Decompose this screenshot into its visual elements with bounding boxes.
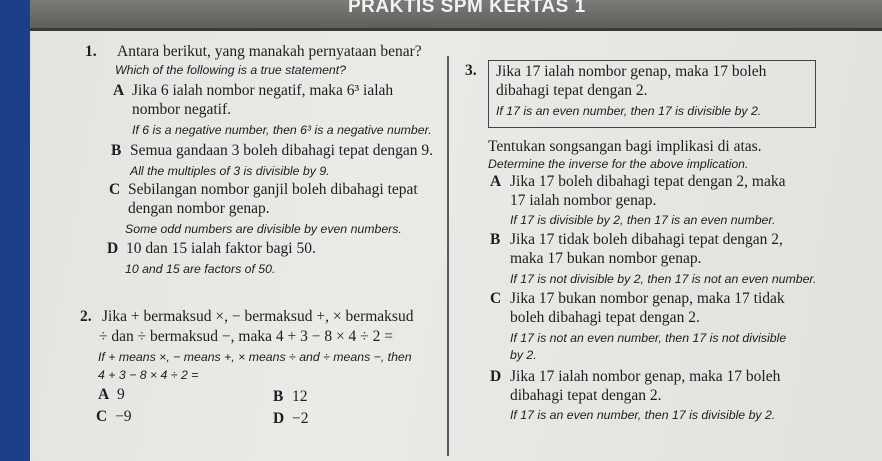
option-letter: C: [490, 290, 502, 307]
option-text: Jika 17 tidak boleh dibahagi tepat dengan 2,: [510, 231, 783, 248]
option-text: 12: [292, 388, 308, 405]
option-text-en: Some odd numbers are divisible by even numbers.: [125, 222, 402, 236]
option-text: Jika 17 bukan nombor genap, maka 17 tidak: [510, 290, 785, 307]
option-letter: B: [111, 142, 122, 159]
option-text: dibahagi tepat dengan 2.: [510, 387, 662, 404]
option-text-en: If 17 is not an even number, then 17 is not divisible: [510, 331, 787, 345]
question-number: 2.: [80, 308, 92, 325]
option-text: 17 ialah nombor genap.: [510, 192, 657, 209]
question-stem-en: Which of the following is a true statement?: [115, 63, 347, 77]
option-text: −9: [115, 408, 132, 425]
implication-text: Jika 17 ialah nombor genap, maka 17 boleh: [496, 63, 767, 80]
option-text-en: All the multiples of 3 is divisible by 9.: [130, 164, 330, 178]
option-letter: B: [490, 231, 501, 248]
header-band: [30, 0, 882, 31]
option-letter: D: [107, 240, 119, 257]
option-letter: C: [109, 181, 121, 198]
question-stem-en: Determine the inverse for the above implication.: [488, 157, 749, 171]
question-stem: Tentukan songsangan bagi implikasi di atas.: [488, 138, 762, 155]
option-text: Sebilangan nombor ganjil boleh dibahagi tepat: [128, 181, 418, 198]
option-text-en: If 6 is a negative number, then 6³ is a negative number.: [132, 123, 432, 137]
implication-text: dibahagi tepat dengan 2.: [496, 82, 648, 99]
option-letter: A: [98, 386, 110, 403]
question-number: 3.: [465, 62, 477, 79]
option-text-en: 10 and 15 are factors of 50.: [125, 262, 276, 276]
option-text: 9: [117, 386, 125, 403]
implication-text-en: If 17 is an even number, then 17 is divisible by 2.: [496, 104, 762, 118]
option-text: boleh dibahagi tepat dengan 2.: [510, 309, 700, 326]
question-stem-en: If + means ×, − means +, × means ÷ and ÷ means −, then: [98, 350, 412, 364]
question-number: 1.: [85, 43, 97, 60]
option-text: maka 17 bukan nombor genap.: [510, 250, 702, 267]
question-stem: Antara berikut, yang manakah pernyataan benar?: [117, 43, 422, 60]
column-divider: [447, 56, 449, 456]
option-text: 10 dan 15 ialah faktor bagi 50.: [126, 240, 316, 257]
question-stem: Jika + bermaksud ×, − bermaksud +, × bermaksud: [102, 308, 414, 325]
page-title: PRAKTIS SPM KERTAS 1: [348, 0, 586, 17]
option-letter: D: [490, 368, 502, 385]
option-text: Jika 17 ialah nombor genap, maka 17 boleh: [510, 368, 781, 385]
option-text: nombor negatif.: [132, 101, 232, 118]
option-text: dengan nombor genap.: [128, 200, 270, 217]
option-text: Jika 6 ialah nombor negatif, maka 6³ ialah: [132, 82, 394, 99]
option-text: Jika 17 boleh dibahagi tepat dengan 2, maka: [510, 173, 786, 190]
option-letter: B: [273, 388, 284, 405]
option-letter: C: [96, 408, 108, 425]
option-letter: A: [490, 173, 502, 190]
option-text-en: by 2.: [510, 348, 537, 362]
option-text: −2: [292, 410, 309, 427]
question-stem-en: 4 + 3 − 8 × 4 ÷ 2 =: [98, 368, 199, 382]
question-stem: ÷ dan ÷ bermaksud −, maka 4 + 3 − 8 × 4 ÷ 2 =: [99, 328, 393, 345]
option-letter: A: [113, 82, 125, 99]
option-text-en: If 17 is not divisible by 2, then 17 is not an even number.: [510, 272, 817, 286]
option-text: Semua gandaan 3 boleh dibahagi tepat dengan 9.: [130, 142, 434, 159]
option-text-en: If 17 is divisible by 2, then 17 is an even number.: [510, 213, 776, 227]
option-text-en: If 17 is an even number, then 17 is divisible by 2.: [510, 408, 776, 422]
option-letter: D: [273, 410, 285, 427]
